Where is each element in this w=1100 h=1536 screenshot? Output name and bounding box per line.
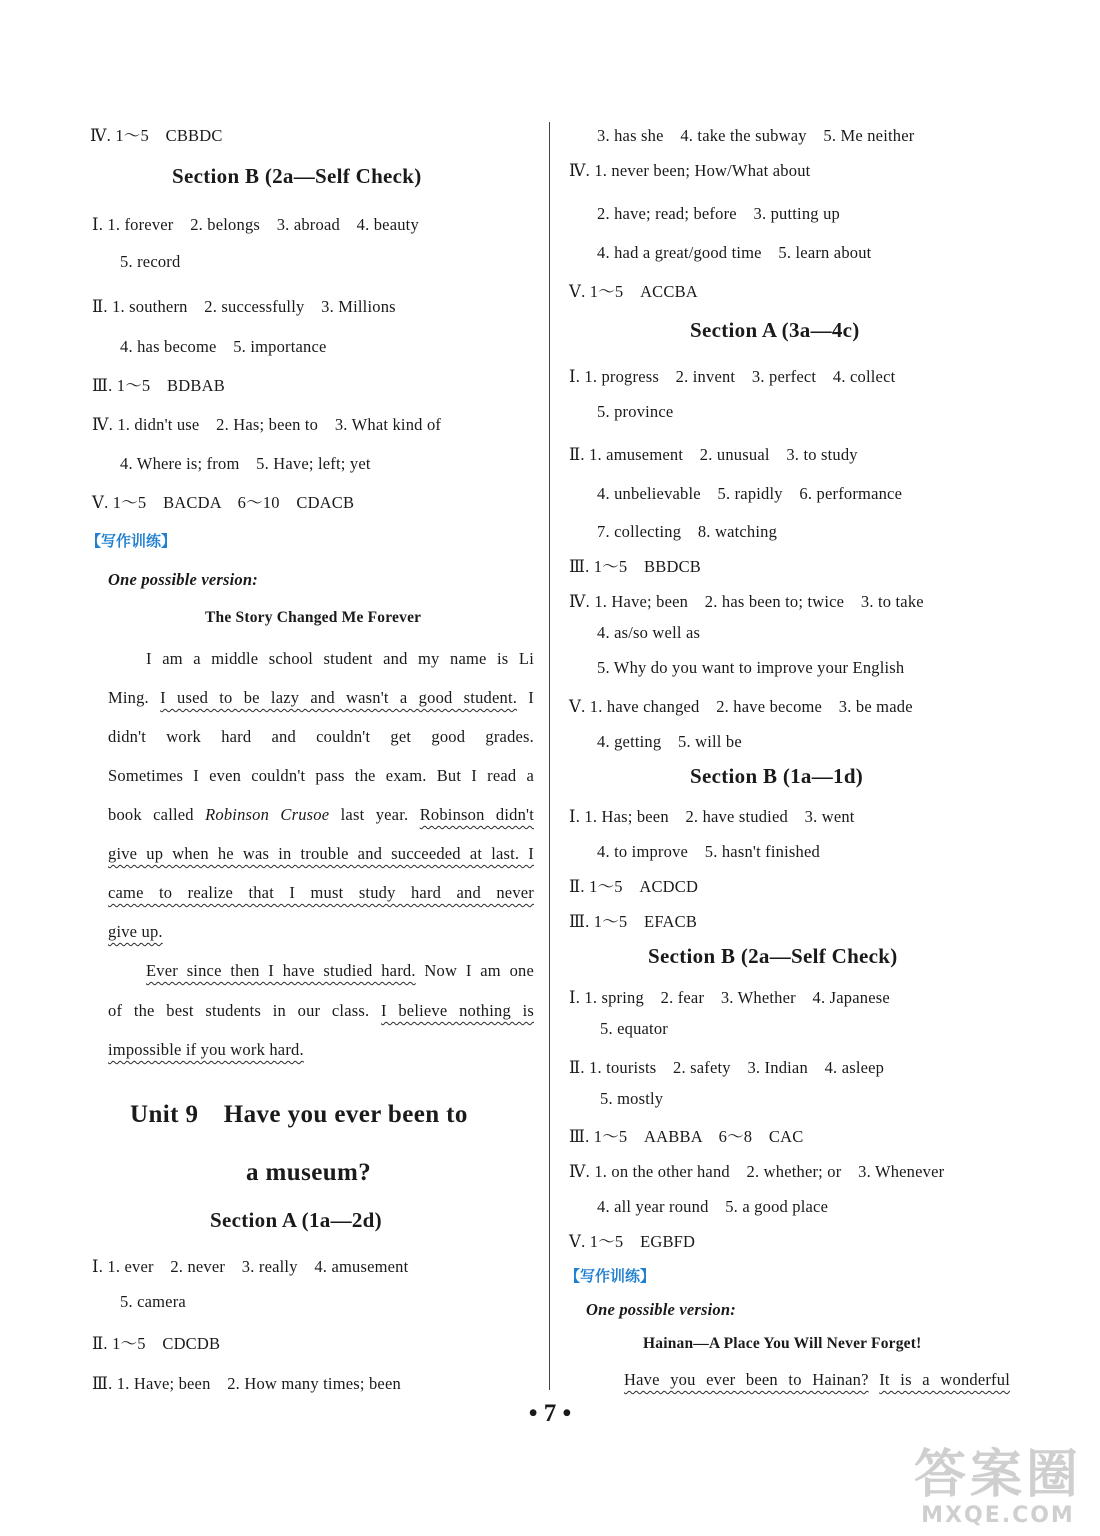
answer-line: 7. collecting 8. watching [597,522,778,541]
answer-line: Ⅱ. 1. southern 2. successfully 3. Millions [92,297,396,316]
answer-line: 4. to improve 5. hasn't finished [597,842,820,861]
possible-version-label: One possible version: [108,570,258,589]
writing-practice-tag: 【写作训练】 [86,532,177,550]
underlined-phrase: I used to be lazy and wasn't a good student. [160,688,518,707]
answer-line: Ⅴ. 1～5 EGBFD [569,1232,696,1251]
section-heading: Section B (1a—1d) [690,764,864,788]
answer-line: 3. has she 4. take the subway 5. Me neither [597,126,915,145]
section-heading: Section A (1a—2d) [210,1208,382,1232]
answer-line: Ⅰ. 1. forever 2. belongs 3. abroad 4. beauty [92,215,419,234]
answer-line: Ⅰ. 1. ever 2. never 3. really 4. amusement [92,1257,409,1276]
essay-line-underlined: impossible if you work hard. [108,1040,304,1059]
essay-line: Sometimes I even couldn't pass the exam. But I read a [108,766,534,785]
answer-line: Ⅱ. 1～5 CDCDB [92,1334,221,1353]
underlined-phrase: Ever since then I have studied hard. [146,961,416,980]
answer-line: Ⅴ. 1～5 ACCBA [569,282,698,301]
answer-line: 5. province [597,402,674,421]
answer-line: Ⅲ. 1. Have; been 2. How many times; been [92,1374,401,1393]
underlined-phrase: Have you ever been to Hainan? [624,1370,869,1389]
essay-line-underlined: came to realize that I must study hard and never [108,883,534,902]
answer-line: Ⅱ. 1～5 ACDCD [569,877,699,896]
watermark-url: MXQE.COM [921,1503,1075,1528]
answer-line: Ⅲ. 1～5 EFACB [569,912,698,931]
answer-line: 5. mostly [600,1089,664,1108]
essay-title: The Story Changed Me Forever [205,609,422,626]
page-number: • 7 • [528,1400,572,1427]
essay-line: of the best students in our class. I believe nothing is [108,1001,534,1020]
answer-line: Ⅴ. 1. have changed 2. have become 3. be made [569,697,913,716]
underlined-phrase: It is a wonderful [879,1370,1010,1389]
watermark-text: 答案圈 [913,1445,1082,1505]
essay-line [624,1370,1010,1390]
essay-line: I am a middle school student and my name is Li [146,649,534,668]
answer-line: 4. getting 5. will be [597,732,742,751]
essay-line: didn't work hard and couldn't get good grades. [108,727,534,746]
answer-line: 4. all year round 5. a good place [597,1197,829,1216]
answer-line: 4. unbelievable 5. rapidly 6. performance [597,484,903,503]
unit-title-cont: a museum? [246,1159,372,1186]
answer-line: Ⅳ. 1. Have; been 2. has been to; twice 3. to take [569,592,924,611]
answer-line: Ⅱ. 1. amusement 2. unusual 3. to study [569,445,858,464]
possible-version-label: One possible version: [586,1300,736,1319]
book-title: Robinson Crusoe [205,805,330,824]
answer-line: Ⅴ. 1～5 BACDA 6～10 CDACB [92,493,355,512]
underlined-phrase: I believe nothing is [380,1001,534,1020]
essay-line-underlined: give up when he was in trouble and succeeded at last. I [108,844,534,863]
answer-line: 4. has become 5. importance [120,337,327,356]
answer-line: 5. record [120,252,181,271]
writing-practice-tag: 【写作训练】 [565,1267,656,1285]
answer-line: Ⅲ. 1～5 AABBA 6～8 CAC [569,1127,804,1146]
answer-line: 4. had a great/good time 5. learn about [597,243,872,262]
answer-line: Ⅳ. 1～5 CBBDC [90,126,223,145]
essay-line: book called Robinson Crusoe last year. Robinson didn't [108,805,534,824]
answer-line: Ⅱ. 1. tourists 2. safety 3. Indian 4. asleep [569,1058,885,1077]
answer-line: 4. as/so well as [597,623,701,642]
answer-line: Ⅰ. 1. spring 2. fear 3. Whether 4. Japanese [569,988,890,1007]
essay-line-underlined: give up. [108,922,163,941]
essay-line: Ming. I used to be lazy and wasn't a good student. I [108,688,534,707]
answer-line: 5. Why do you want to improve your English [597,658,905,677]
essay-line: Ever since then I have studied hard. Now I am one [146,961,535,980]
column-divider [549,122,550,1390]
answer-line: 2. have; read; before 3. putting up [597,204,840,223]
underlined-phrase: Robinson didn't [419,805,534,824]
section-heading: Section B (2a—Self Check) [648,944,898,968]
answer-line: Ⅳ. 1. didn't use 2. Has; been to 3. What kind of [92,415,442,434]
answer-line: Ⅳ. 1. on the other hand 2. whether; or 3. Whenever [569,1162,945,1181]
answer-line: Ⅲ. 1～5 BDBAB [92,376,225,395]
answer-line: Ⅳ. 1. never been; How/What about [569,161,811,180]
answer-line: Ⅲ. 1～5 BBDCB [569,557,701,576]
answer-line: 5. equator [600,1019,668,1038]
answer-line: Ⅰ. 1. progress 2. invent 3. perfect 4. collect [569,367,896,386]
answer-line: 5. camera [120,1292,186,1311]
answer-line: Ⅰ. 1. Has; been 2. have studied 3. went [569,807,855,826]
unit-title: Unit 9 Have you ever been to [130,1101,468,1128]
watermark-logo [914,1447,1082,1528]
essay-title: Hainan—A Place You Will Never Forget! [643,1335,922,1352]
section-heading: Section B (2a—Self Check) [172,164,422,188]
section-heading: Section A (3a—4c) [690,318,860,342]
answer-line: 4. Where is; from 5. Have; left; yet [120,454,371,473]
